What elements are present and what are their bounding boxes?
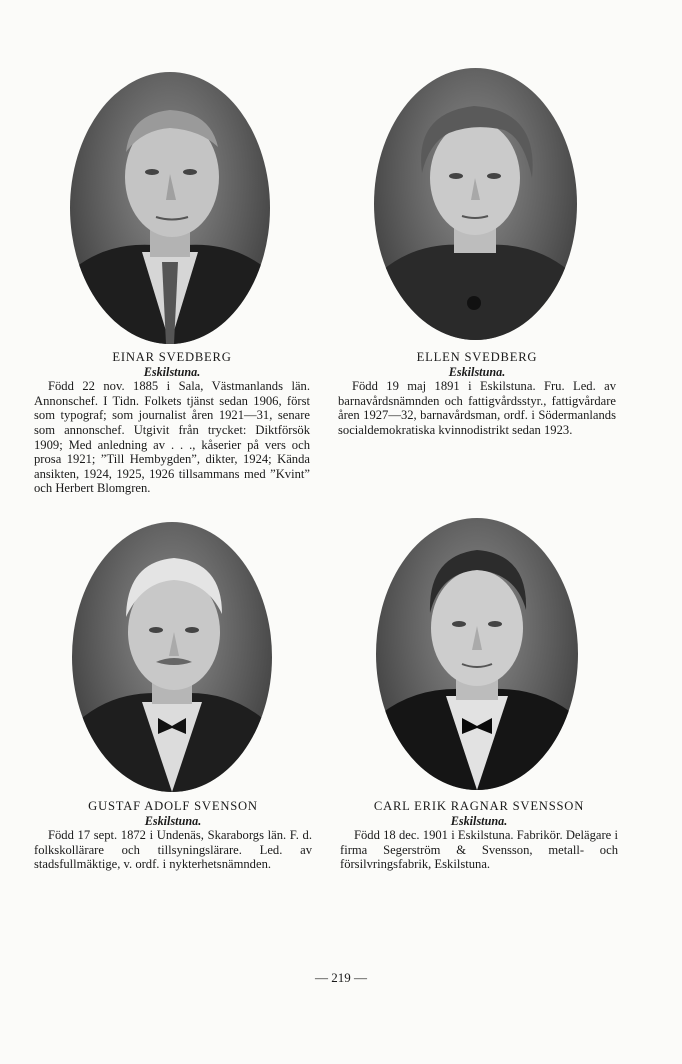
person-bio: Född 22 nov. 1885 i Sala, Västmanlands län. Annonschef. I Tidn. Folkets tjänst sedan 1906, först som typograf; som journalist åren 1921—31, senare som annonschef. Utgivit från trycket: Diktförsök 1909; Med anledning av . . ., kåserier på vers och prosa 1921; ”Till Hembygden”, dikter, 1924; Kända ansikten, 1924, 1925, 1926 tillsammans med ”Kvint” och Herbert Blomgren. (34, 379, 310, 496)
portrait-ellen-svedberg (374, 68, 577, 340)
page-number: — 219 — (315, 970, 367, 985)
person-place: Eskilstuna. (448, 364, 506, 379)
person-bio: Född 18 dec. 1901 i Eskilstuna. Fabrikör. Delägare i firma Segerström & Svensson, metall- och försilvringsfabrik, Eskilstuna. (340, 828, 618, 872)
person-name: GUSTAF ADOLF SVENSON (88, 799, 258, 813)
portrait-einar-svedberg (70, 72, 270, 344)
person-name: EINAR SVEDBERG (112, 350, 232, 364)
person-name: ELLEN SVEDBERG (416, 350, 538, 364)
person-place: Eskilstuna. (450, 813, 508, 828)
person-bio: Född 19 maj 1891 i Eskilstuna. Fru. Led. av barnavårdsnämnden och fattigvårdsstyr., fattigvårdare åren 1927—32, barnavårdsman, ordf. i Södermanlands socialdemokratiska kvinnodistrikt sedan 1923. (338, 379, 616, 437)
portrait-carl-erik-ragnar-svensson (376, 518, 578, 790)
entry-einar-svedberg (34, 350, 310, 496)
entry-gustaf-adolf-svenson (34, 799, 312, 872)
entry-carl-erik-ragnar-svensson (340, 799, 618, 872)
person-place: Eskilstuna. (144, 813, 202, 828)
person-name: CARL ERIK RAGNAR SVENSSON (373, 799, 585, 813)
person-bio: Född 17 sept. 1872 i Undenäs, Skaraborgs län. F. d. folkskollärare och tillsyningslärare. Led. av stadsfullmäktige, v. ordf. i nykterhetsnämnden. (34, 828, 312, 872)
entry-ellen-svedberg (338, 350, 616, 438)
person-place: Eskilstuna. (143, 364, 201, 379)
portrait-gustaf-adolf-svenson (72, 522, 272, 792)
